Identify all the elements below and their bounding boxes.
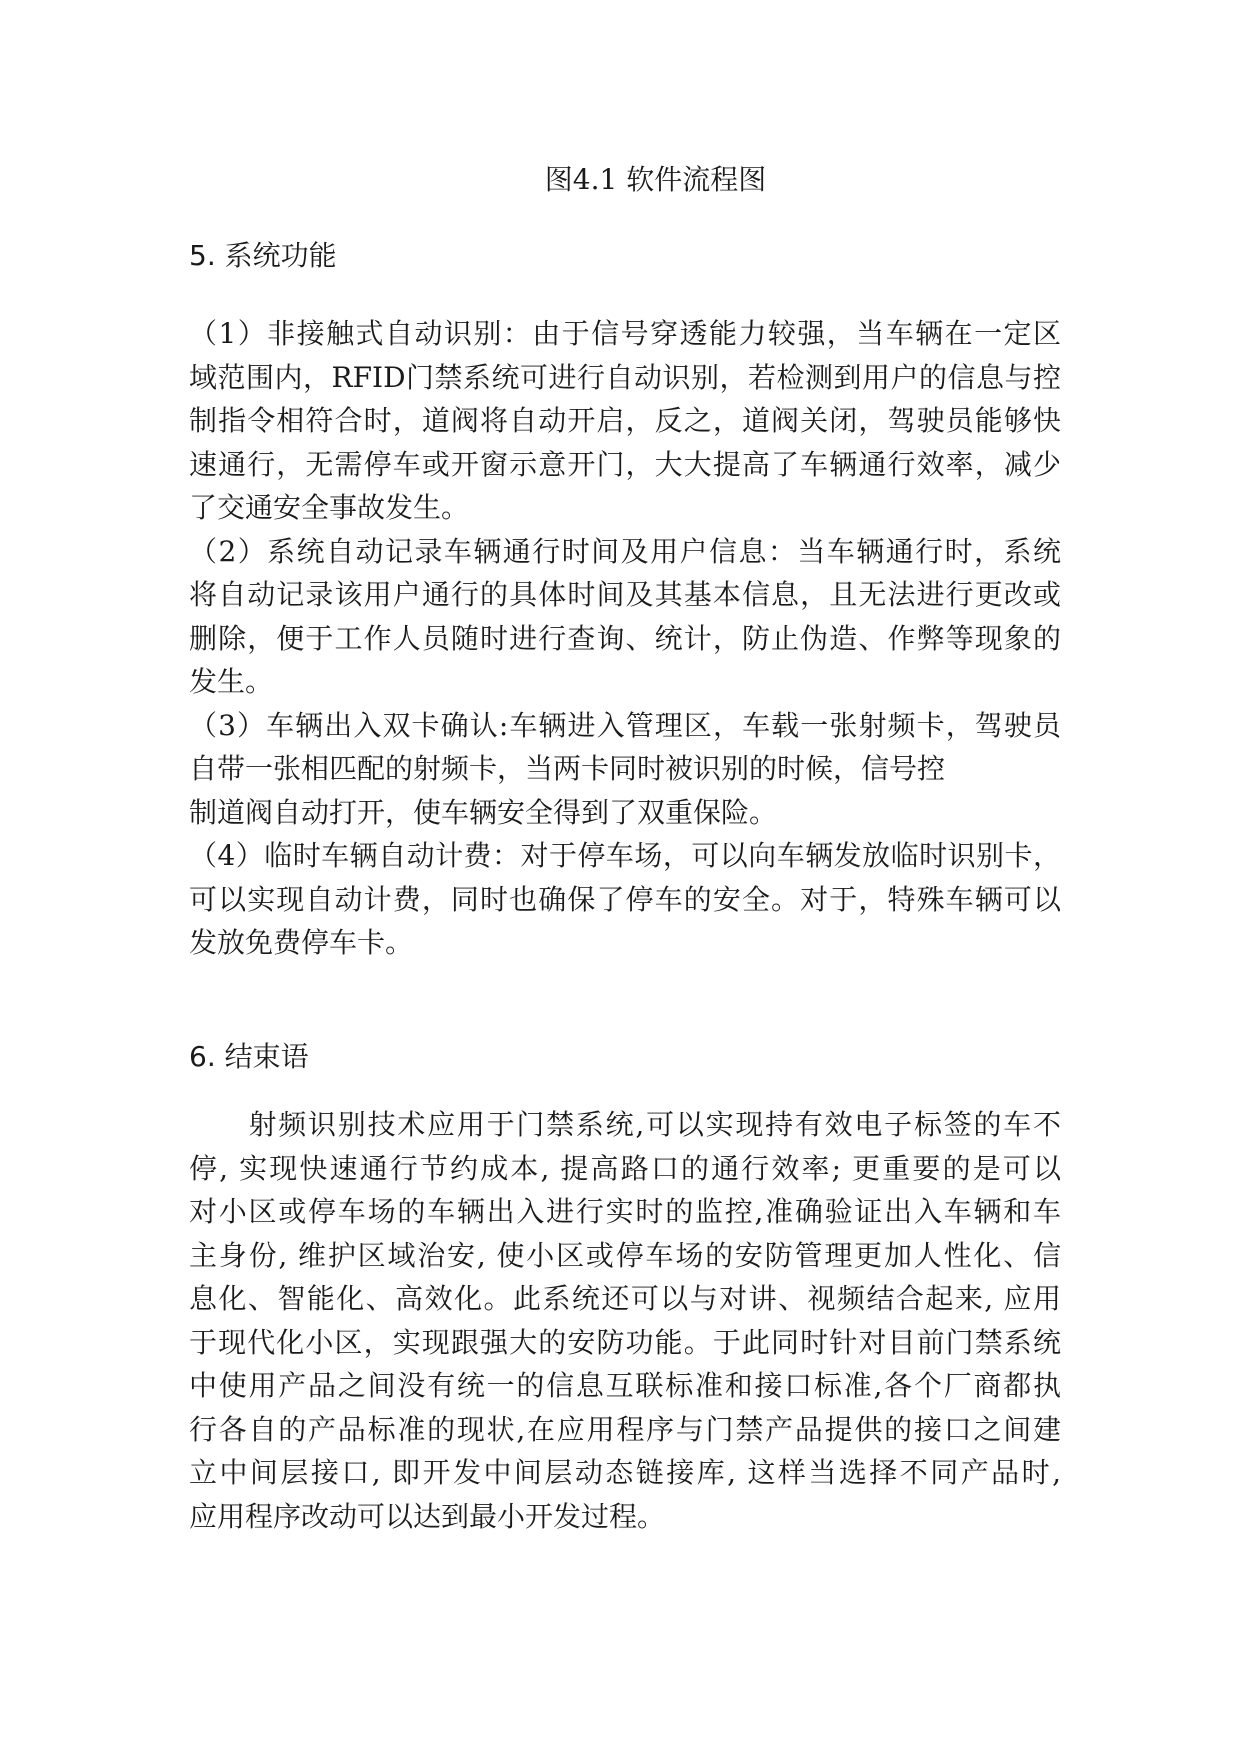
text-line: 发放免费停车卡。 [189, 926, 414, 959]
text-line: 发生。 [189, 665, 274, 698]
system-functions-body [189, 312, 1061, 965]
text-line: （1）非接触式自动识别：由于信号穿透能力较强，当车辆在一定区 [189, 317, 1061, 350]
section-heading-conclusion: 6. 结束语 [189, 1040, 309, 1073]
text-line: 行各自的产品标准的现状,在应用程序与门禁产品提供的接口之间建 [189, 1412, 1061, 1446]
text-line: 息化、智能化、高效化。此系统还可以与对讲、视频结合起来, 应用 [189, 1282, 1061, 1315]
text-line: 中使用产品之间没有统一的信息互联标准和接口标准,各个厂商都执 [189, 1369, 1061, 1402]
text-line: 删除，便于工作人员随时进行查询、统计，防止伪造、作弊等现象的 [189, 621, 1061, 655]
text-line: （2）系统自动记录车辆通行时间及用户信息：当车辆通行时，系统 [189, 534, 1061, 568]
text-line: 于现代化小区，实现跟强大的安防功能。于此同时针对目前门禁系统 [189, 1325, 1061, 1359]
section-heading-system-functions: 5. 系统功能 [189, 239, 337, 272]
text-line: 立中间层接口, 即开发中间层动态链接库, 这样当选择不同产品时, [189, 1456, 1061, 1489]
text-line: 制道阀自动打开，使车辆安全得到了双重保险。 [189, 795, 778, 829]
text-line: 对小区或停车场的车辆出入进行实时的监控,准确验证出入车辆和车 [189, 1195, 1061, 1228]
text-line: 可以实现自动计费，同时也确保了停车的安全。对于，特殊车辆可以 [189, 882, 1061, 916]
text-line: 速通行，无需停车或开窗示意开门，大大提高了车辆通行效率，减少 [189, 447, 1061, 481]
text-line: （3）车辆出入双卡确认:车辆进入管理区，车载一张射频卡，驾驶员 [189, 708, 1061, 742]
text-line: 自带一张相匹配的射频卡，当两卡同时被识别的时候，信号控 [189, 752, 946, 785]
text-line: 射频识别技术应用于门禁系统,可以实现持有效电子标签的车不 [189, 1108, 1061, 1141]
text-line: 了交通安全事故发生。 [189, 491, 470, 524]
text-line: 制指令相符合时，道阀将自动开启，反之，道阀关闭，驾驶员能够快 [189, 404, 1061, 437]
text-line: 域范围内，RFID门禁系统可进行自动识别，若检测到用户的信息与控 [189, 360, 1061, 394]
text-line: 将自动记录该用户通行的具体时间及其基本信息，且无法进行更改或 [189, 578, 1061, 611]
conclusion-body [189, 1103, 1061, 1538]
text-line: 应用程序改动可以达到最小开发过程。 [189, 1499, 666, 1533]
text-line: 停, 实现快速通行节约成本, 提高路口的通行效率; 更重要的是可以 [189, 1151, 1061, 1185]
text-line: 主身份, 维护区域治安, 使小区或停车场的安防管理更加人性化、信 [189, 1238, 1061, 1272]
figure-caption: 图4.1 软件流程图 [544, 163, 767, 196]
text-line: （4）临时车辆自动计费：对于停车场，可以向车辆发放临时识别卡， [189, 839, 1061, 872]
